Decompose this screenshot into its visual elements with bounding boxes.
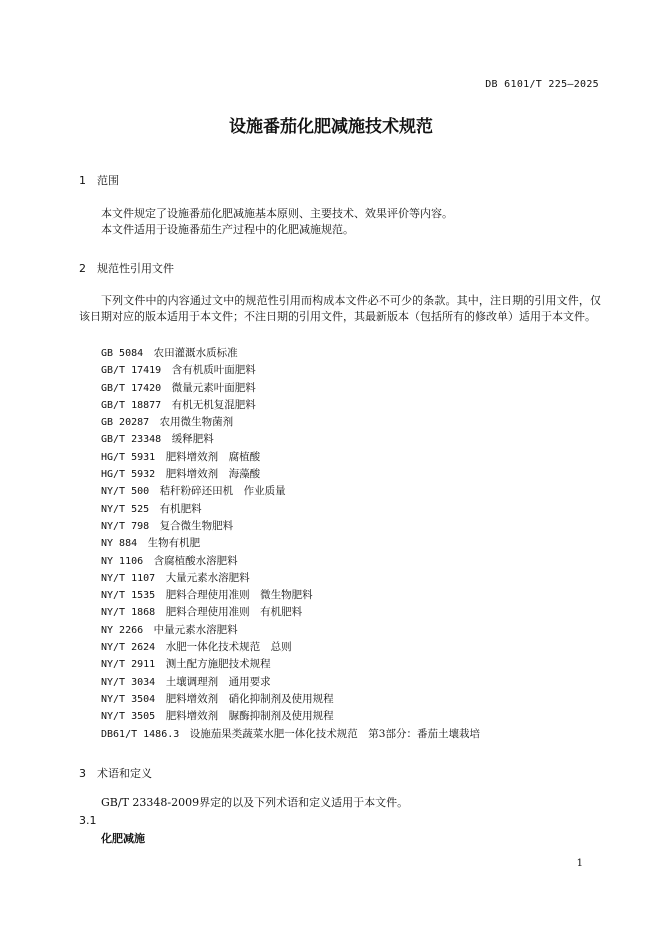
reference-item xyxy=(101,656,480,673)
section-3-paragraph-1: GB/T 23348-2009界定的以及下列术语和定义适用于本文件。 xyxy=(101,796,409,809)
section-1-paragraph-2: 本文件适用于设施番茄生产过程中的化肥减施规范。 xyxy=(101,223,354,236)
reference-item xyxy=(101,380,480,397)
reference-title: 农用微生物菌剂 xyxy=(159,416,234,429)
document-title: 设施番茄化肥减施技术规范 xyxy=(229,117,433,137)
page-number: 1 xyxy=(576,858,583,869)
reference-item xyxy=(101,414,480,431)
reference-title: 含腐植酸水溶肥料 xyxy=(153,554,238,567)
reference-code: NY 2266 xyxy=(101,624,144,636)
reference-title: 测土配方施肥技术规程 xyxy=(165,658,271,671)
reference-item xyxy=(101,604,480,621)
section-1-paragraph-1: 本文件规定了设施番茄化肥减施基本原则、主要技术、效果评价等内容。 xyxy=(101,207,453,220)
reference-title: 农田灌溉水质标准 xyxy=(153,347,238,359)
reference-title: 土壤调理剂 通用要求 xyxy=(165,675,271,688)
reference-item xyxy=(101,691,480,708)
reference-title: 缓释肥料 xyxy=(171,433,214,446)
section-3-heading xyxy=(79,765,152,781)
reference-item xyxy=(101,449,480,466)
term-title: 化肥减施 xyxy=(101,832,145,845)
section-number: 1 xyxy=(79,174,86,187)
reference-title: 肥料合理使用准则 微生物肥料 xyxy=(165,589,313,602)
section-number: 3 xyxy=(79,767,86,780)
reference-item xyxy=(101,674,480,691)
subsection-number: 3.1 xyxy=(79,814,97,827)
reference-code: NY/T 3504 xyxy=(101,693,156,705)
reference-code: NY/T 500 xyxy=(101,486,150,498)
reference-title: 生物有机肥 xyxy=(147,537,201,550)
reference-title: 肥料增效剂 海藻酸 xyxy=(165,468,261,481)
reference-item xyxy=(101,708,480,725)
reference-code: GB/T 17419 xyxy=(101,365,162,377)
reference-title: 肥料合理使用准则 有机肥料 xyxy=(165,606,303,619)
reference-code: NY/T 1535 xyxy=(101,590,156,602)
reference-list xyxy=(101,345,480,743)
reference-code: NY/T 525 xyxy=(101,503,150,515)
reference-code: GB/T 18877 xyxy=(101,399,162,411)
reference-title: 微量元素叶面肥料 xyxy=(171,381,256,394)
reference-item xyxy=(101,501,480,518)
reference-code: NY/T 1868 xyxy=(101,607,156,619)
reference-item xyxy=(101,622,480,639)
reference-code: NY/T 3505 xyxy=(101,711,156,723)
reference-title: 肥料增效剂 脲酶抑制剂及使用规程 xyxy=(165,710,334,723)
section-title: 规范性引用文件 xyxy=(97,262,174,275)
section-title: 术语和定义 xyxy=(97,767,152,780)
section-number: 2 xyxy=(79,262,86,275)
reference-item xyxy=(101,553,480,570)
reference-item xyxy=(101,397,480,414)
section-2-heading xyxy=(79,260,174,276)
reference-title: 设施茄果类蔬菜水肥一体化技术规范 第3部分：番茄土壤栽培 xyxy=(189,727,480,740)
reference-code: NY/T 798 xyxy=(101,520,150,532)
standard-code: DB 6101/T 225—2025 xyxy=(485,79,599,90)
reference-item xyxy=(101,518,480,535)
reference-code: DB61/T 1486.3 xyxy=(101,728,180,740)
reference-title: 含有机质叶面肥料 xyxy=(171,364,256,377)
reference-title: 肥料增效剂 硝化抑制剂及使用规程 xyxy=(165,692,334,705)
reference-item xyxy=(101,483,480,500)
reference-item xyxy=(101,466,480,483)
reference-title: 水肥一体化技术规范 总则 xyxy=(165,641,292,654)
section-2-paragraph-1: 下列文件中的内容通过文中的规范性引用而构成本文件必不可少的条款。其中，注日期的引用文件，仅该日期对应的版本适用于本文件；不注日期的引用文件，其最新版本（包括所有的修改单）适用于本文件。 xyxy=(79,294,601,323)
reference-code: GB/T 23348 xyxy=(101,434,162,446)
reference-title: 有机无机复混肥料 xyxy=(171,398,256,411)
reference-code: GB 20287 xyxy=(101,417,150,429)
reference-code: NY/T 2624 xyxy=(101,642,156,654)
reference-code: HG/T 5931 xyxy=(101,451,156,463)
reference-code: NY/T 1107 xyxy=(101,572,156,584)
reference-title: 大量元素水溶肥料 xyxy=(165,571,250,584)
reference-code: GB/T 17420 xyxy=(101,382,162,394)
reference-code: NY/T 2911 xyxy=(101,659,156,671)
section-title: 范围 xyxy=(97,174,119,187)
reference-item xyxy=(101,587,480,604)
reference-title: 秸秆粉碎还田机 作业质量 xyxy=(159,485,286,498)
section-1-heading xyxy=(79,172,119,188)
reference-code: HG/T 5932 xyxy=(101,469,156,481)
reference-title: 有机肥料 xyxy=(159,502,202,515)
reference-code: GB 5084 xyxy=(101,348,144,359)
reference-title: 肥料增效剂 腐植酸 xyxy=(165,450,261,463)
reference-item xyxy=(101,726,480,743)
reference-item xyxy=(101,345,480,362)
reference-item xyxy=(101,570,480,587)
reference-title: 中量元素水溶肥料 xyxy=(153,623,238,636)
reference-item xyxy=(101,362,480,379)
reference-code: NY/T 3034 xyxy=(101,676,156,688)
reference-title: 复合微生物肥料 xyxy=(159,519,234,532)
reference-item xyxy=(101,639,480,656)
reference-item xyxy=(101,535,480,552)
reference-item xyxy=(101,431,480,448)
reference-code: NY 884 xyxy=(101,538,138,550)
reference-code: NY 1106 xyxy=(101,555,144,567)
